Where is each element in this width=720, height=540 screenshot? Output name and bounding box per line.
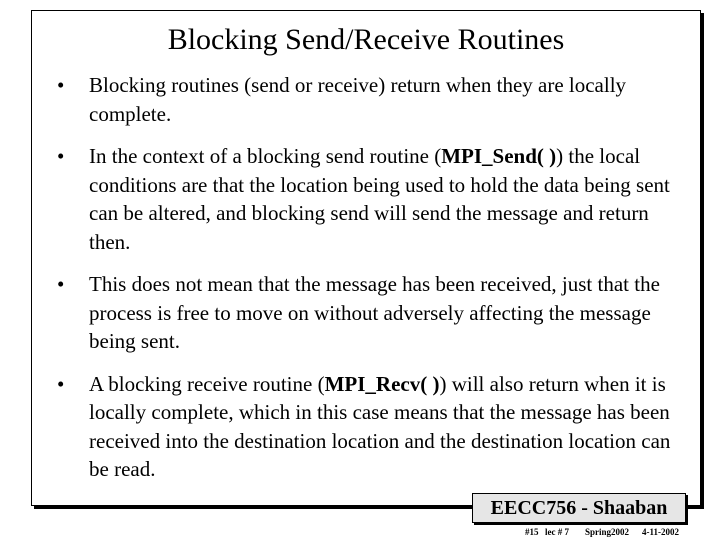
bullet-list — [57, 71, 687, 498]
bullet-item — [57, 370, 687, 484]
bullet-text: A blocking receive routine ( — [89, 371, 325, 396]
date-label: 4-11-2002 — [642, 527, 679, 537]
bullet-dot-icon: • — [57, 272, 65, 296]
bullet-text: ) will also return when it is locally complete, which in this case means that the message has been received into the destination location and the destination location can be read. — [89, 371, 671, 481]
slide-number: #15 — [525, 527, 539, 537]
bullet-text: ) the local conditions are that the location being used to hold the data being sent can be altered, and blocking send will send the message and return then. — [89, 144, 670, 254]
bullet-dot-icon: • — [57, 73, 65, 97]
bullet-dot-icon: • — [57, 144, 65, 168]
bullet-item — [57, 270, 687, 356]
bullet-item — [57, 71, 687, 128]
slide-title: Blocking Send/Receive Routines — [167, 23, 565, 56]
bullet-item — [57, 142, 687, 256]
bullet-text: Blocking routines (send or receive) return when they are locally complete. — [89, 73, 627, 126]
bullet-text: This does not mean that the message has been received, just that the process is free to move on without adversely affecting the message being sent. — [89, 272, 660, 353]
bullet-dot-icon: • — [57, 371, 65, 396]
slide-frame — [31, 10, 701, 506]
lecture-number: lec # 7 — [545, 527, 569, 537]
term-label: Spring2002 — [585, 527, 630, 537]
bullet-text: In the context of a blocking send routine ( — [89, 144, 442, 168]
function-name-mpi-recv: MPI_Recv( ) — [324, 371, 440, 396]
course-badge: EECC756 - Shaaban — [472, 493, 686, 523]
function-name-mpi-send: MPI_Send( ) — [441, 144, 557, 168]
